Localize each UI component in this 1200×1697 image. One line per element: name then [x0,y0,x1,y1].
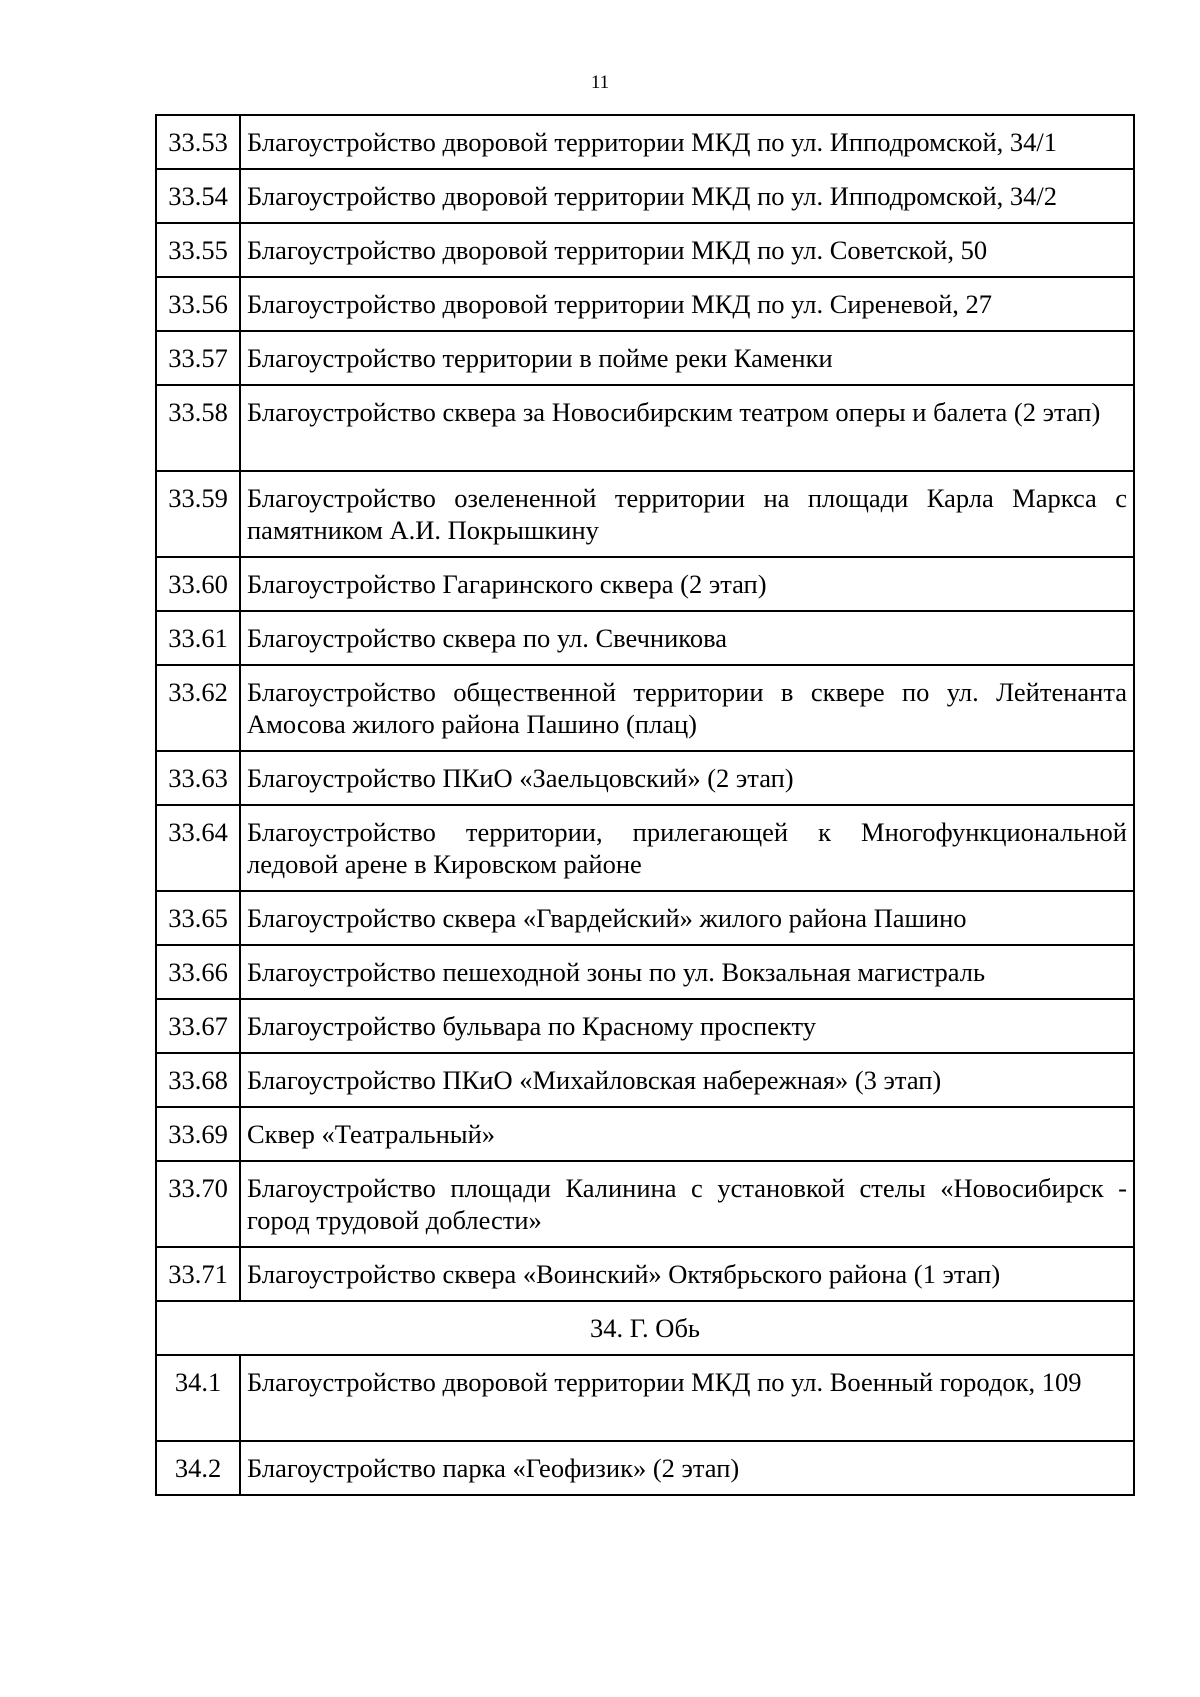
row-number: 33.62 [156,665,240,751]
row-number: 33.61 [156,611,240,665]
table-row [156,999,1134,1053]
table-row [156,891,1134,945]
row-number: 33.69 [156,1107,240,1161]
row-number: 33.54 [156,169,240,223]
row-number: 33.66 [156,945,240,999]
row-description: Благоустройство Гагаринского сквера (2 этап) [240,557,1134,611]
row-description: Благоустройство бульвара по Красному проспекту [240,999,1134,1053]
row-description: Благоустройство общественной территории в сквере по ул. Лейтенанта Амосова жилого района Пашино (плац) [240,665,1134,751]
row-description: Благоустройство дворовой территории МКД по ул. Ипподромской, 34/2 [240,169,1134,223]
table-row [156,665,1134,751]
table-row [156,115,1134,169]
table-row [156,751,1134,805]
projects-table-body [156,115,1134,1495]
row-number: 33.67 [156,999,240,1053]
row-description: Благоустройство сквера по ул. Свечникова [240,611,1134,665]
row-number: 33.63 [156,751,240,805]
row-description: Благоустройство дворовой территории МКД по ул. Сиреневой, 27 [240,277,1134,331]
row-description: Благоустройство сквера «Гвардейский» жилого района Пашино [240,891,1134,945]
table-row [156,1161,1134,1247]
row-description: Благоустройство дворовой территории МКД по ул. Военный городок, 109 [240,1355,1134,1441]
table-row [156,169,1134,223]
row-description: Благоустройство площади Калинина с установкой стелы «Новосибирск - город трудовой доблести» [240,1161,1134,1247]
row-number: 33.71 [156,1247,240,1301]
table-row [156,805,1134,891]
row-description: Благоустройство дворовой территории МКД по ул. Ипподромской, 34/1 [240,115,1134,169]
table-row [156,557,1134,611]
row-description: Сквер «Театральный» [240,1107,1134,1161]
row-number: 33.68 [156,1053,240,1107]
row-number: 33.53 [156,115,240,169]
table-row [156,1355,1134,1441]
row-description: Благоустройство сквера за Новосибирским театром оперы и балета (2 этап) [240,385,1134,471]
table-row [156,945,1134,999]
row-number: 33.60 [156,557,240,611]
row-number: 33.56 [156,277,240,331]
row-description: Благоустройство территории, прилегающей к Многофункциональной ледовой арене в Кировском районе [240,805,1134,891]
row-number: 34.1 [156,1355,240,1441]
section-title: 34. Г. Обь [156,1301,1134,1355]
table-row [156,223,1134,277]
table-row [156,611,1134,665]
row-description: Благоустройство дворовой территории МКД по ул. Советской, 50 [240,223,1134,277]
row-number: 33.57 [156,331,240,385]
row-number: 34.2 [156,1441,240,1495]
table-row [156,471,1134,557]
row-description: Благоустройство ПКиО «Заельцовский» (2 этап) [240,751,1134,805]
row-number: 33.70 [156,1161,240,1247]
table-row [156,1247,1134,1301]
row-description: Благоустройство ПКиО «Михайловская набережная» (3 этап) [240,1053,1134,1107]
row-description: Благоустройство пешеходной зоны по ул. Вокзальная магистраль [240,945,1134,999]
row-number: 33.58 [156,385,240,471]
table-row [156,277,1134,331]
row-number: 33.64 [156,805,240,891]
table-row [156,1107,1134,1161]
page-number: 11 [590,72,610,93]
table-row [156,385,1134,471]
section-header-row [156,1301,1134,1355]
row-number: 33.55 [156,223,240,277]
row-description: Благоустройство сквера «Воинский» Октябрьского района (1 этап) [240,1247,1134,1301]
table-row [156,1053,1134,1107]
row-number: 33.59 [156,471,240,557]
table-row [156,331,1134,385]
row-description: Благоустройство озелененной территории на площади Карла Маркса с памятником А.И. Покрышкину [240,471,1134,557]
projects-table [155,114,1135,1496]
row-description: Благоустройство парка «Геофизик» (2 этап) [240,1441,1134,1495]
table-row [156,1441,1134,1495]
row-description: Благоустройство территории в пойме реки Каменки [240,331,1134,385]
row-number: 33.65 [156,891,240,945]
